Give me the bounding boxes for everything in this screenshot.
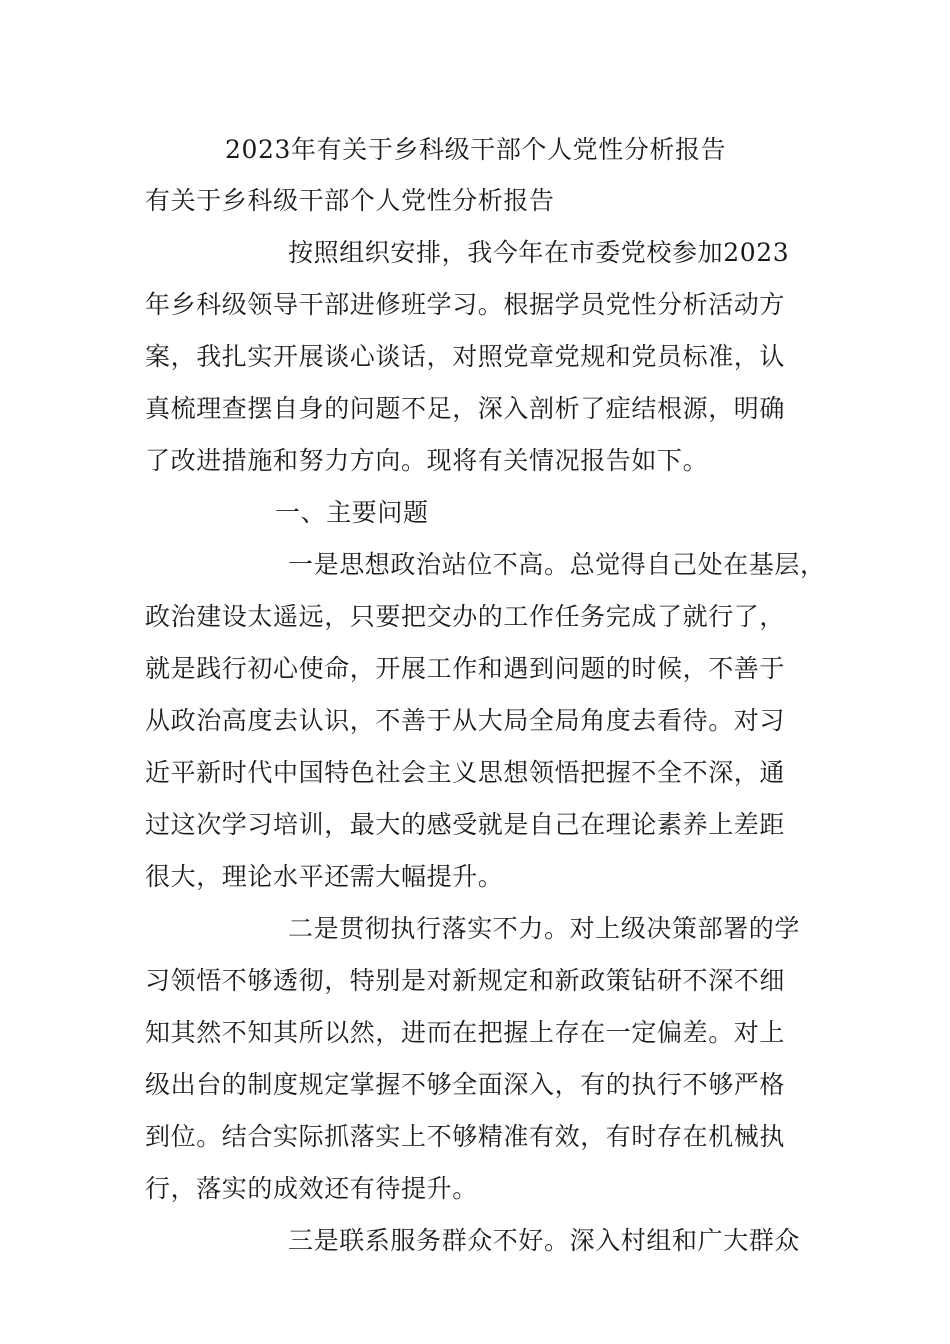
problem2-line: 级出台的制度规定掌握不够全面深入，有的执行不够严格 [145,1070,786,1099]
problem2-line: 知其然不知其所以然，进而在把握上存在一定偏差。对上 [145,1018,786,1047]
problem2-line: 到位。结合实际抓落实上不够精准有效，有时存在机械执 [145,1122,786,1151]
document-subtitle: 有关于乡科级干部个人党性分析报告 [145,186,555,215]
problem1-line: 很大，理论水平还需大幅提升。 [145,862,504,891]
document-title: 2023年有关于乡科级干部个人党性分析报告 [225,135,727,164]
problem1-line: 政治建设太遥远，只要把交办的工作任务完成了就行了， [145,602,786,631]
problem2-line: 行，落实的成效还有待提升。 [145,1174,478,1203]
problem1-line: 就是践行初心使命，开展工作和遇到问题的时候，不善于 [145,654,786,683]
intro-line: 按照组织安排，我今年在市委党校参加2023 [288,238,790,267]
problem1-line: 近平新时代中国特色社会主义思想领悟把握不全不深，通 [145,758,786,787]
section-heading: 一、主要问题 [275,498,429,527]
intro-line: 了改进措施和努力方向。现将有关情况报告如下。 [145,446,709,475]
problem3-line: 三是联系服务群众不好。深入村组和广大群众 [288,1226,801,1255]
problem1-line: 一是思想政治站位不高。总觉得自己处在基层， [288,550,826,579]
intro-line: 年乡科级领导干部进修班学习。根据学员党性分析活动方 [145,290,786,319]
problem2-line: 二是贯彻执行落实不力。对上级决策部署的学 [288,914,801,943]
problem1-line: 过这次学习培训，最大的感受就是自己在理论素养上差距 [145,810,786,839]
intro-line: 案，我扎实开展谈心谈话，对照党章党规和党员标准，认 [145,342,786,371]
problem1-line: 从政治高度去认识，不善于从大局全局角度去看待。对习 [145,706,786,735]
problem2-line: 习领悟不够透彻，特别是对新规定和新政策钻研不深不细 [145,966,786,995]
intro-line: 真梳理查摆自身的问题不足，深入剖析了症结根源，明确 [145,394,786,423]
